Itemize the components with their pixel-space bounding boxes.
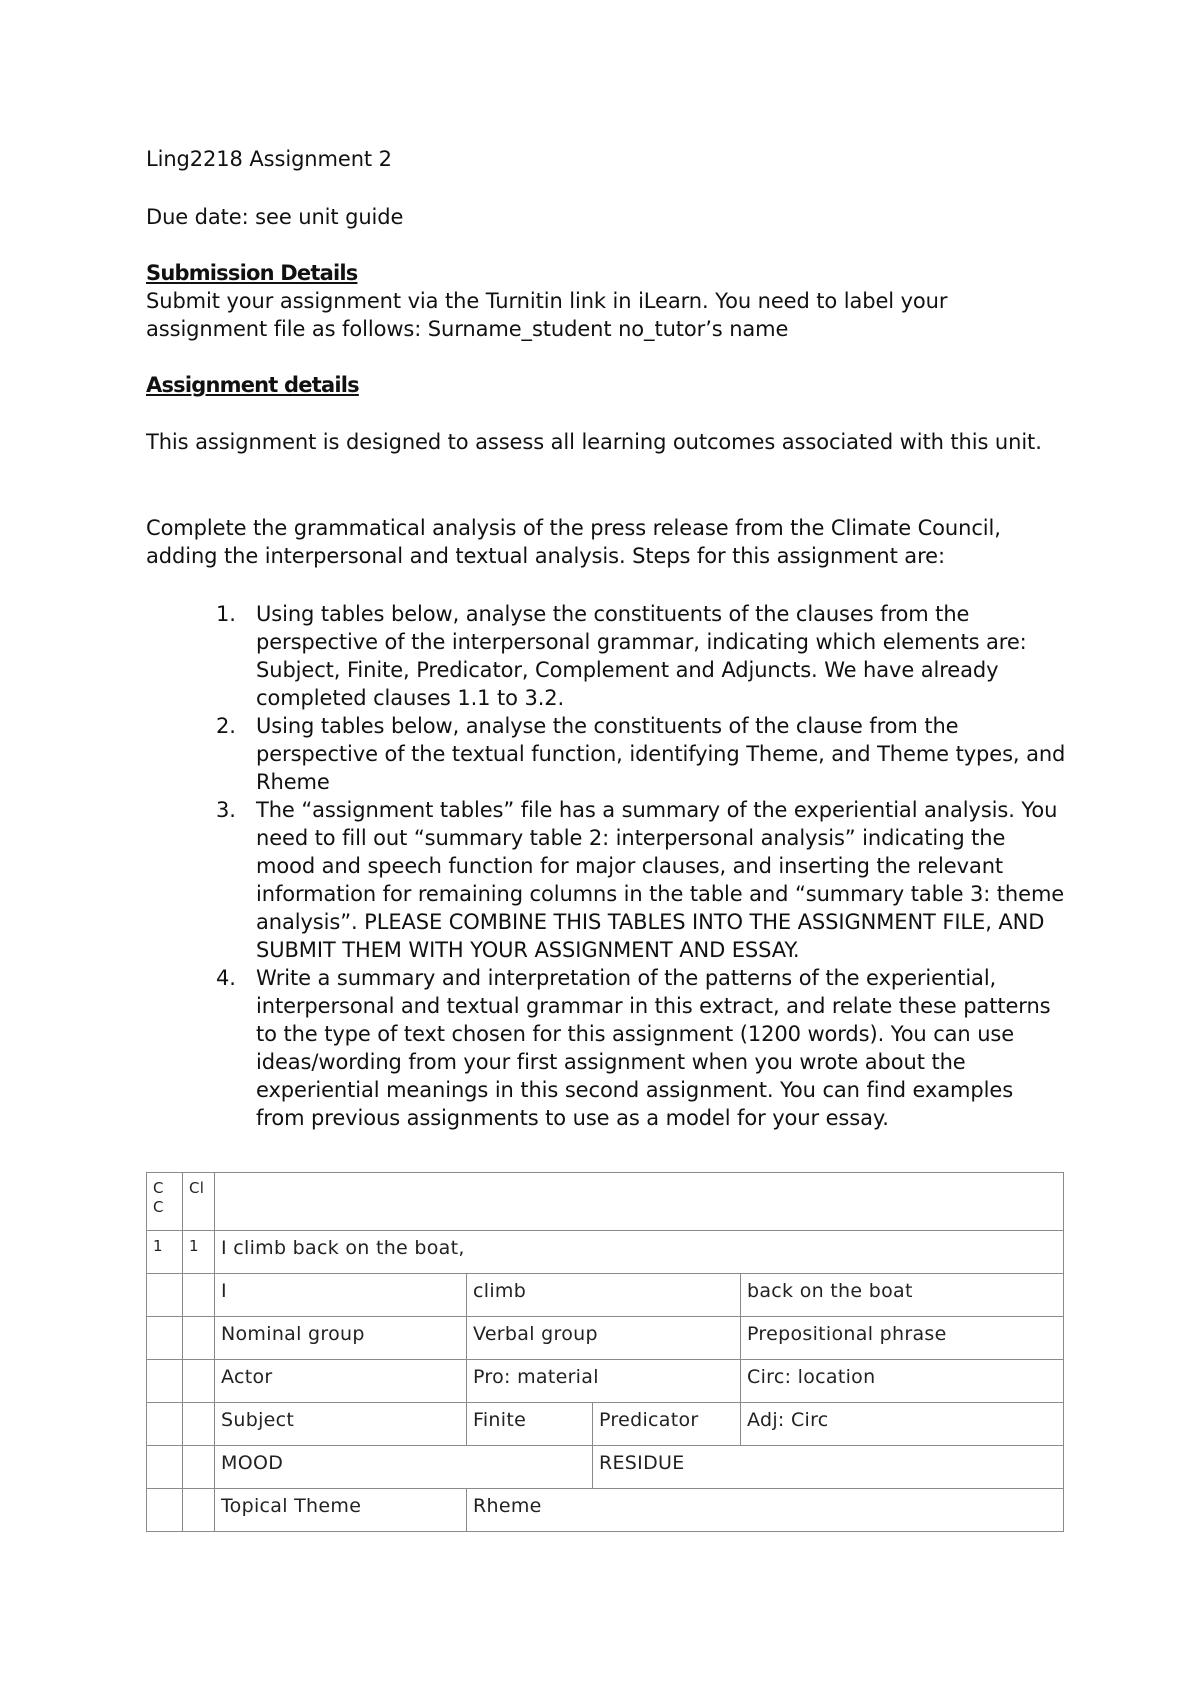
cell: Prepositional phrase bbox=[741, 1317, 1064, 1360]
cell: RESIDUE bbox=[593, 1446, 1064, 1489]
cell: Predicator bbox=[593, 1403, 741, 1446]
table-row-groups bbox=[147, 1317, 1064, 1360]
step-item bbox=[216, 964, 1066, 1132]
cell: Subject bbox=[215, 1403, 467, 1446]
cell: I bbox=[215, 1274, 467, 1317]
cell: MOOD bbox=[215, 1446, 593, 1489]
step-text: Using tables below, analyse the constituents of the clause from the perspective of the textual function, identifying Theme, and Theme types, and Rheme bbox=[256, 714, 1066, 794]
table-row-interpersonal bbox=[147, 1403, 1064, 1446]
paragraph-outcomes: This assignment is designed to assess all learning outcomes associated with this unit. bbox=[146, 430, 1042, 454]
clause-cc: 1 bbox=[147, 1231, 183, 1274]
table-header-row bbox=[147, 1173, 1064, 1231]
step-item bbox=[216, 796, 1066, 964]
cell: Nominal group bbox=[215, 1317, 467, 1360]
cell: Verbal group bbox=[467, 1317, 741, 1360]
step-text: The “assignment tables” file has a summary of the experiential analysis. You need to fill out “summary table 2: interpersonal analysis” indicating the mood and speech function for major clauses, and inserting the relevant information for remaining columns in the table and “summary table 3: theme analysis”. PLEASE COMBINE THIS TABLES INTO THE ASSIGNMENT FILE, AND SUBMIT THEM WITH YOUR ASSIGNMENT AND ESSAY. bbox=[256, 798, 1065, 962]
step-number: 4. bbox=[216, 966, 236, 990]
step-number: 2. bbox=[216, 714, 236, 738]
table-row-experiential bbox=[147, 1360, 1064, 1403]
submission-heading: Submission Details bbox=[146, 261, 358, 285]
table-row-theme bbox=[147, 1489, 1064, 1532]
header-cc: C C bbox=[147, 1173, 183, 1231]
header-cl: Cl bbox=[183, 1173, 215, 1231]
step-item bbox=[216, 600, 1066, 712]
cell: Rheme bbox=[467, 1489, 1064, 1532]
paragraph-instructions: Complete the grammatical analysis of the press release from the Climate Council, adding the interpersonal and textual analysis. Steps for this assignment are: bbox=[146, 516, 1001, 568]
table-row-clause bbox=[147, 1231, 1064, 1274]
clause-analysis-table bbox=[146, 1172, 1064, 1532]
header-empty bbox=[215, 1173, 1064, 1231]
step-text: Write a summary and interpretation of the patterns of the experiential, interpersonal and textual grammar in this extract, and relate these patterns to the type of text chosen for this assignment (1200 words). You can use ideas/wording from your first assignment when you wrote about the experiential meanings in this second assignment. You can find examples from previous assignments to use as a model for your essay. bbox=[256, 966, 1051, 1130]
cell: Adj: Circ bbox=[741, 1403, 1064, 1446]
step-item bbox=[216, 712, 1066, 796]
clause-text: I climb back on the boat, bbox=[215, 1231, 1064, 1274]
table-row-words bbox=[147, 1274, 1064, 1317]
step-text: Using tables below, analyse the constituents of the clauses from the perspective of the interpersonal grammar, indicating which elements are: Subject, Finite, Predicator, Complement and Adjuncts. We have already completed clauses 1.1 to 3.2. bbox=[256, 602, 1027, 710]
steps-list bbox=[216, 600, 1066, 1132]
cell: Actor bbox=[215, 1360, 467, 1403]
cell: Pro: material bbox=[467, 1360, 741, 1403]
document-title: Ling2218 Assignment 2 bbox=[146, 147, 392, 171]
table-row-mood bbox=[147, 1446, 1064, 1489]
cell: Circ: location bbox=[741, 1360, 1064, 1403]
step-number: 3. bbox=[216, 798, 236, 822]
cell: Topical Theme bbox=[215, 1489, 467, 1532]
cell: climb bbox=[467, 1274, 741, 1317]
cell: back on the boat bbox=[741, 1274, 1064, 1317]
due-date: Due date: see unit guide bbox=[146, 205, 404, 229]
submission-text: Submit your assignment via the Turnitin link in iLearn. You need to label your assignment file as follows: Surname_student no_tutor’s name bbox=[146, 289, 948, 341]
assignment-heading: Assignment details bbox=[146, 373, 359, 397]
clause-cl: 1 bbox=[183, 1231, 215, 1274]
step-number: 1. bbox=[216, 602, 236, 626]
cell: Finite bbox=[467, 1403, 593, 1446]
